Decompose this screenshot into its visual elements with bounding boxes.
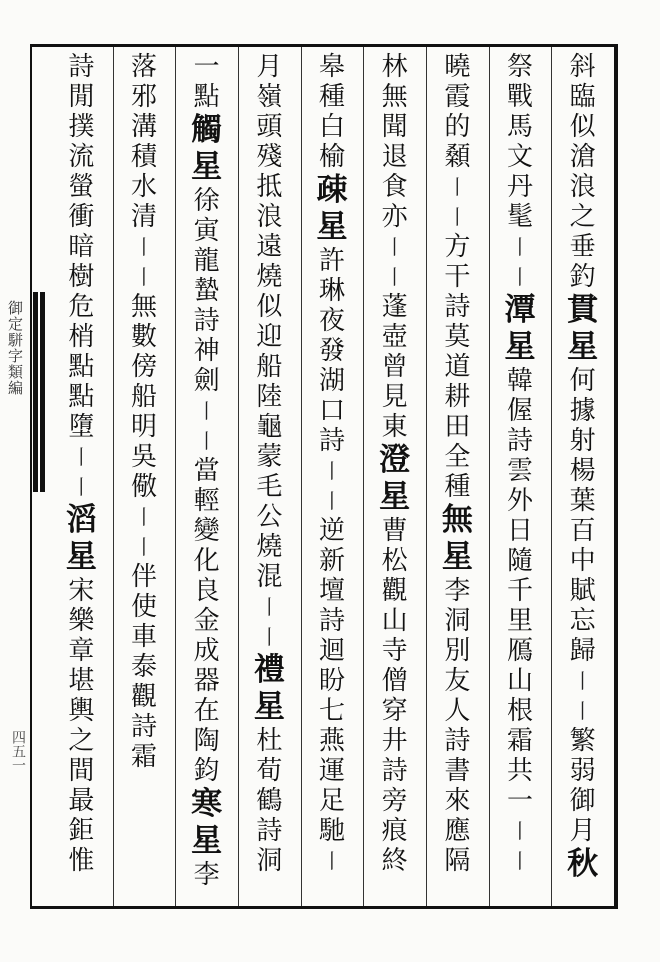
text-char: 丨 <box>259 595 280 619</box>
text-char: 詩 <box>193 306 220 336</box>
headword-char: 禮 <box>253 652 285 688</box>
text-char: 丨 <box>133 505 154 529</box>
text-char: 道 <box>444 352 471 382</box>
text-char: 明 <box>130 412 157 442</box>
text-char: 似 <box>569 112 596 142</box>
text-char: 詩 <box>381 756 408 786</box>
text-char: 旁 <box>381 786 408 816</box>
text-char: 詩 <box>444 292 471 322</box>
text-char: 丨 <box>321 459 342 483</box>
text-char: 杜 <box>256 726 283 756</box>
text-char: 一 <box>506 786 533 816</box>
text-char: 逆 <box>318 516 345 546</box>
text-char: 耕 <box>444 382 471 412</box>
text-char: 儆 <box>130 472 157 502</box>
text-char: 船 <box>130 382 157 412</box>
text-column <box>426 52 489 904</box>
text-char: 墮 <box>68 412 95 442</box>
text-char: 何 <box>569 366 596 396</box>
text-char: 人 <box>444 696 471 726</box>
text-char: 夜 <box>318 306 345 336</box>
text-char: 丨 <box>321 849 342 873</box>
text-char: 良 <box>193 576 220 606</box>
text-char: 丨 <box>133 235 154 259</box>
headword-char: 秋 <box>567 846 599 882</box>
text-char: 毛 <box>256 472 283 502</box>
text-char: 鈞 <box>193 756 220 786</box>
text-column <box>363 52 426 904</box>
text-char: 葉 <box>569 486 596 516</box>
text-char: 中 <box>569 546 596 576</box>
text-char: 之 <box>569 202 596 232</box>
text-char: 許 <box>318 246 345 276</box>
text-char: 梢 <box>68 322 95 352</box>
text-char: 樹 <box>68 262 95 292</box>
text-char: 輿 <box>68 696 95 726</box>
text-char: 百 <box>569 516 596 546</box>
text-char: 危 <box>68 292 95 322</box>
text-char: 丨 <box>509 849 530 873</box>
text-char: 流 <box>68 142 95 172</box>
text-char: 遠 <box>256 232 283 262</box>
headword-char: 貫 <box>567 292 599 328</box>
text-char: 蓬 <box>381 292 408 322</box>
text-char: 泰 <box>130 652 157 682</box>
text-char: 邪 <box>130 82 157 112</box>
text-char: 衝 <box>68 202 95 232</box>
right-border <box>614 44 618 909</box>
text-char: 馳 <box>318 816 345 846</box>
text-char: 弱 <box>569 756 596 786</box>
text-column <box>238 52 301 904</box>
text-char: 神 <box>193 336 220 366</box>
text-char: 數 <box>130 322 157 352</box>
text-char: 馬 <box>506 112 533 142</box>
headword-char: 星 <box>316 209 348 245</box>
text-char: 丨 <box>321 489 342 513</box>
headword-char: 星 <box>504 329 536 365</box>
text-column <box>551 52 614 904</box>
headword-char: 寒 <box>191 786 223 822</box>
text-char: 曹 <box>381 516 408 546</box>
text-char: 種 <box>444 472 471 502</box>
text-char: 無 <box>381 82 408 112</box>
text-char: 殘 <box>256 142 283 172</box>
text-char: 隨 <box>506 546 533 576</box>
text-char: 混 <box>256 562 283 592</box>
text-char: 東 <box>381 412 408 442</box>
text-char: 輕 <box>193 486 220 516</box>
text-char: 積 <box>130 142 157 172</box>
text-char: 霞 <box>444 82 471 112</box>
text-char: 浪 <box>256 202 283 232</box>
text-char: 里 <box>506 606 533 636</box>
text-char: 山 <box>506 666 533 696</box>
text-char: 詩 <box>68 52 95 82</box>
text-char: 丨 <box>509 819 530 843</box>
text-char: 車 <box>130 622 157 652</box>
text-char: 燒 <box>256 532 283 562</box>
text-char: 丨 <box>509 235 530 259</box>
text-char: 觀 <box>381 576 408 606</box>
text-char: 松 <box>381 546 408 576</box>
text-char: 據 <box>569 396 596 426</box>
text-char: 燒 <box>256 262 283 292</box>
text-char: 溝 <box>130 112 157 142</box>
text-char: 穿 <box>381 696 408 726</box>
text-char: 龍 <box>193 246 220 276</box>
text-column <box>50 52 113 904</box>
top-border <box>30 44 618 47</box>
text-char: 似 <box>256 292 283 322</box>
folio-number: 四五一 <box>10 730 26 772</box>
text-char: 詩 <box>318 426 345 456</box>
text-char: 隔 <box>444 846 471 876</box>
text-char: 別 <box>444 636 471 666</box>
text-char: 徐 <box>193 186 220 216</box>
text-char: 鴈 <box>506 636 533 666</box>
text-char: 韓 <box>506 366 533 396</box>
bottom-border <box>30 906 618 909</box>
text-char: 全 <box>444 442 471 472</box>
text-char: 運 <box>318 756 345 786</box>
text-char: 浪 <box>569 172 596 202</box>
text-char: 食 <box>381 172 408 202</box>
text-char: 最 <box>68 786 95 816</box>
headword-char: 澄 <box>379 442 411 478</box>
text-char: 山 <box>381 606 408 636</box>
text-char: 湖 <box>318 366 345 396</box>
text-char: 詩 <box>318 606 345 636</box>
text-char: 賦 <box>569 576 596 606</box>
gutter-bar <box>33 292 45 492</box>
text-char: 蒙 <box>256 442 283 472</box>
text-char: 顙 <box>444 142 471 172</box>
text-char: 友 <box>444 666 471 696</box>
text-char: 髦 <box>506 202 533 232</box>
text-char: 成 <box>193 636 220 666</box>
text-char: 頭 <box>256 112 283 142</box>
text-char: 丨 <box>447 175 468 199</box>
text-char: 御 <box>569 786 596 816</box>
text-char: 伴 <box>130 562 157 592</box>
text-char: 井 <box>381 726 408 756</box>
text-char: 曾 <box>381 352 408 382</box>
text-char: 丹 <box>506 172 533 202</box>
text-char: 宋 <box>68 576 95 606</box>
text-char: 樂 <box>68 606 95 636</box>
headword-char: 潭 <box>504 292 536 328</box>
text-char: 終 <box>381 846 408 876</box>
headword-char: 星 <box>379 479 411 515</box>
text-char: 白 <box>318 112 345 142</box>
headword-char: 星 <box>253 689 285 725</box>
text-char: 丨 <box>509 265 530 289</box>
text-char: 當 <box>193 456 220 486</box>
text-char: 口 <box>318 396 345 426</box>
text-column <box>113 52 176 904</box>
text-char: 莫 <box>444 322 471 352</box>
text-char: 詩 <box>444 726 471 756</box>
text-char: 千 <box>506 576 533 606</box>
text-char: 船 <box>256 352 283 382</box>
text-char: 迎 <box>256 322 283 352</box>
text-char: 忘 <box>569 606 596 636</box>
text-char: 洞 <box>256 846 283 876</box>
text-char: 僧 <box>381 666 408 696</box>
headword-char: 星 <box>191 149 223 185</box>
text-char: 使 <box>130 592 157 622</box>
text-char: 丨 <box>384 235 405 259</box>
text-char: 丨 <box>259 625 280 649</box>
text-char: 丨 <box>384 265 405 289</box>
text-char: 聞 <box>381 112 408 142</box>
text-char: 射 <box>569 426 596 456</box>
text-char: 歸 <box>569 636 596 666</box>
text-char: 李 <box>193 860 220 890</box>
headword-char: 星 <box>567 329 599 365</box>
text-char: 化 <box>193 546 220 576</box>
text-char: 書 <box>444 756 471 786</box>
text-char: 足 <box>318 786 345 816</box>
text-column <box>175 52 238 904</box>
text-char: 荀 <box>256 756 283 786</box>
text-char: 來 <box>444 786 471 816</box>
text-char: 螢 <box>68 172 95 202</box>
headword-char: 星 <box>65 539 97 575</box>
text-char: 的 <box>444 112 471 142</box>
text-char: 器 <box>193 666 220 696</box>
text-char: 干 <box>444 262 471 292</box>
text-char: 滄 <box>569 142 596 172</box>
text-char: 李 <box>444 576 471 606</box>
text-char: 落 <box>130 52 157 82</box>
text-char: 新 <box>318 546 345 576</box>
text-char: 鉅 <box>68 816 95 846</box>
text-char: 種 <box>318 82 345 112</box>
text-char: 丨 <box>133 265 154 289</box>
text-char: 詩 <box>506 426 533 456</box>
text-char: 之 <box>68 726 95 756</box>
text-char: 章 <box>68 636 95 666</box>
text-char: 點 <box>68 352 95 382</box>
text-char: 清 <box>130 202 157 232</box>
text-char: 外 <box>506 486 533 516</box>
text-char: 臨 <box>569 82 596 112</box>
text-char: 在 <box>193 696 220 726</box>
text-char: 陸 <box>256 382 283 412</box>
text-char: 霜 <box>506 726 533 756</box>
text-char: 詩 <box>130 712 157 742</box>
text-char: 觀 <box>130 682 157 712</box>
text-char: 蟄 <box>193 276 220 306</box>
headword-char: 疎 <box>316 172 348 208</box>
text-char: 吳 <box>130 442 157 472</box>
text-char: 嶺 <box>256 82 283 112</box>
text-char: 寅 <box>193 216 220 246</box>
text-char: 田 <box>444 412 471 442</box>
gutter-label: 御定駢字類編 <box>6 300 24 396</box>
text-char: 日 <box>506 516 533 546</box>
text-char: 一 <box>193 52 220 82</box>
text-char: 抵 <box>256 172 283 202</box>
text-char: 龜 <box>256 412 283 442</box>
headword-char: 無 <box>441 502 473 538</box>
text-char: 迴 <box>318 636 345 666</box>
text-char: 點 <box>193 82 220 112</box>
text-char: 釣 <box>569 262 596 292</box>
text-char: 間 <box>68 756 95 786</box>
text-char: 丨 <box>196 399 217 423</box>
text-char: 楊 <box>569 456 596 486</box>
text-char: 壇 <box>318 576 345 606</box>
text-char: 痕 <box>381 816 408 846</box>
text-char: 雲 <box>506 456 533 486</box>
text-char: 霜 <box>130 742 157 772</box>
text-char: 丨 <box>71 445 92 469</box>
text-char: 水 <box>130 172 157 202</box>
headword-char: 星 <box>441 539 473 575</box>
text-char: 洞 <box>444 606 471 636</box>
text-char: 應 <box>444 816 471 846</box>
text-char: 丨 <box>572 669 593 693</box>
text-char: 戰 <box>506 82 533 112</box>
text-char: 陶 <box>193 726 220 756</box>
headword-char: 星 <box>191 823 223 859</box>
text-char: 月 <box>256 52 283 82</box>
text-column <box>489 52 552 904</box>
text-char: 文 <box>506 142 533 172</box>
text-char: 無 <box>130 292 157 322</box>
text-char: 燕 <box>318 726 345 756</box>
text-char: 七 <box>318 696 345 726</box>
text-char: 丨 <box>572 699 593 723</box>
text-char: 詩 <box>256 816 283 846</box>
text-char: 丨 <box>196 429 217 453</box>
text-char: 鶴 <box>256 786 283 816</box>
headword-char: 觸 <box>191 112 223 148</box>
text-char: 盼 <box>318 666 345 696</box>
text-char: 方 <box>444 232 471 262</box>
text-char: 閒 <box>68 82 95 112</box>
text-char: 亦 <box>381 202 408 232</box>
text-column <box>301 52 364 904</box>
text-char: 月 <box>569 816 596 846</box>
text-char: 繁 <box>569 726 596 756</box>
headword-char: 滔 <box>65 502 97 538</box>
text-char: 共 <box>506 756 533 786</box>
left-border <box>30 44 32 909</box>
text-char: 堪 <box>68 666 95 696</box>
text-char: 金 <box>193 606 220 636</box>
text-char: 撲 <box>68 112 95 142</box>
text-char: 曉 <box>444 52 471 82</box>
text-char: 琳 <box>318 276 345 306</box>
text-char: 傍 <box>130 352 157 382</box>
text-char: 丨 <box>133 535 154 559</box>
text-char: 退 <box>381 142 408 172</box>
text-char: 暗 <box>68 232 95 262</box>
text-char: 林 <box>381 52 408 82</box>
text-char: 點 <box>68 382 95 412</box>
text-char: 祭 <box>506 52 533 82</box>
text-char: 根 <box>506 696 533 726</box>
text-char: 壺 <box>381 322 408 352</box>
text-char: 丨 <box>447 205 468 229</box>
text-char: 斜 <box>569 52 596 82</box>
text-char: 變 <box>193 516 220 546</box>
text-char: 劍 <box>193 366 220 396</box>
text-char: 偓 <box>506 396 533 426</box>
text-char: 公 <box>256 502 283 532</box>
text-char: 見 <box>381 382 408 412</box>
text-char: 丨 <box>71 475 92 499</box>
text-char: 發 <box>318 336 345 366</box>
text-char: 垂 <box>569 232 596 262</box>
text-char: 惟 <box>68 846 95 876</box>
text-char: 榆 <box>318 142 345 172</box>
text-char: 皋 <box>318 52 345 82</box>
text-char: 寺 <box>381 636 408 666</box>
